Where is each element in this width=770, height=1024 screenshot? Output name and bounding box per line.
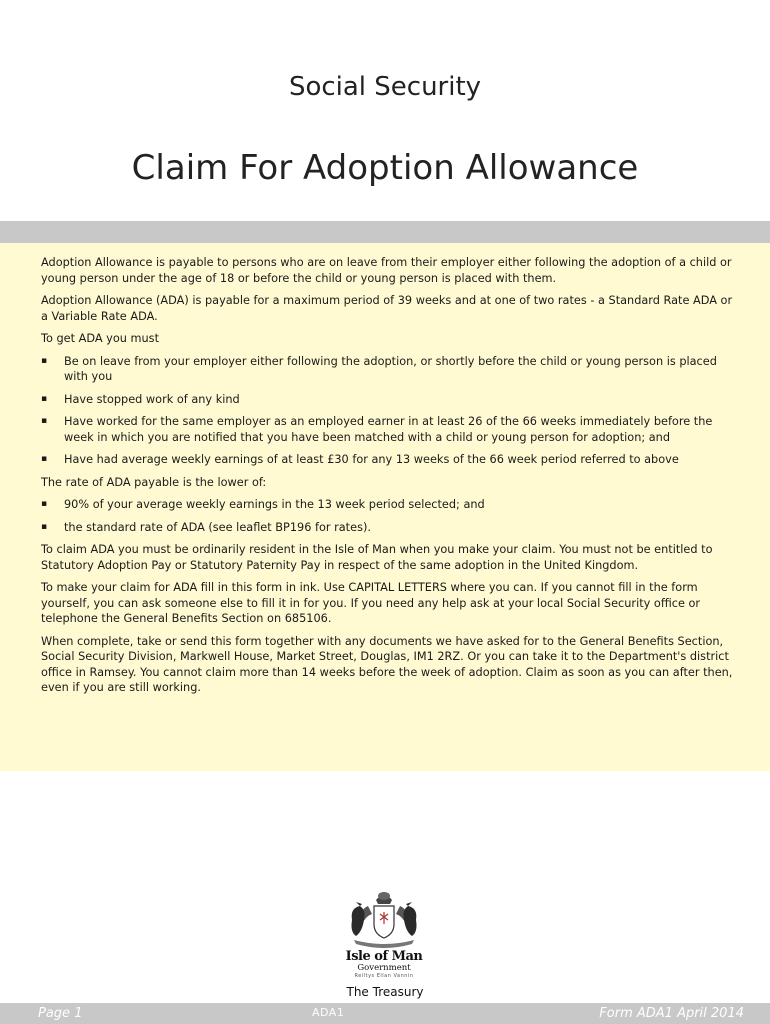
intro-paragraph-2: Adoption Allowance (ADA) is payable for a maximum period of 39 weeks and at one of two rates - a Standard Rate ADA or a Variable Rate ADA. (41, 294, 733, 323)
list-item: ▪ Have stopped work of any kind (41, 392, 240, 406)
footer-bar (0, 1003, 770, 1024)
bullet-icon: ▪ (41, 416, 48, 426)
page-title: Claim For Adoption Allowance (131, 148, 639, 188)
list-item: ▪ 90% of your average weekly earnings in the 13 week period selected; and (41, 498, 485, 511)
bullet-icon: ▪ (41, 499, 48, 509)
header-divider-band (0, 221, 770, 243)
page-subtitle: Social Security (288, 72, 482, 102)
closing-paragraph-3: When complete, take or send this form together with any documents we have asked for to the General Benefits Section, Social Security Division, Markwell House, Market Street, Douglas, IM1 2RZ. Or you can take it to the Department's district office in Ramsey. You cannot claim more than 14 weeks before the week of adoption. Claim as soon as you can after then, even if you are still working. (41, 634, 733, 694)
logo-subtitle: Reiltys Ellan Vannin (354, 973, 414, 979)
isle-of-man-logo (336, 950, 432, 980)
logo-name: Isle of Man (345, 949, 423, 964)
requirements-list (41, 354, 741, 468)
form-reference: Form ADA1 April 2014 (599, 1006, 744, 1021)
bullet-icon: ▪ (41, 355, 48, 366)
closing-paragraph-1: To claim ADA you must be ordinarily resident in the Isle of Man when you make your claim. You must not be entitled to Statutory Adoption Pay or Statutory Paternity Pay in respect of the same adoption in the United Kingdom. (41, 543, 713, 572)
form-barcode: ADA1 (312, 1006, 345, 1019)
coat-of-arms-icon (340, 890, 428, 950)
rate-intro: The rate of ADA payable is the lower of: (41, 475, 267, 489)
rate-list (41, 497, 741, 535)
logo-government: Government (357, 963, 411, 973)
department-name: The Treasury (346, 985, 424, 999)
closing-paragraph-2: To make your claim for ADA fill in this form in ink. Use CAPITAL LETTERS where you can. If you cannot fill in the form yourself, you can ask someone else to fill it in for you. If you need any help ask at your local Social Security office or telephone the General Benefits Section on 685106. (41, 581, 701, 625)
information-text (41, 255, 741, 703)
page-number: Page 1 (38, 1006, 83, 1021)
bullet-icon: ▪ (41, 454, 48, 464)
list-item: ▪ the standard rate of ADA (see leaflet BP196 for rates). (41, 520, 371, 534)
list-item: ▪ Have worked for the same employer as an employed earner in at least 26 of the 66 weeks immediately before the week in which you are notified that you have been matched with a child or young person for adoption; and (41, 415, 713, 444)
intro-paragraph-1: Adoption Allowance is payable to persons who are on leave from their employer either following the adoption of a child or young person under the age of 18 or before the child or young person is placed with them. (41, 256, 732, 285)
bullet-icon: ▪ (41, 521, 48, 532)
bullet-icon: ▪ (41, 393, 48, 404)
list-item: ▪ Have had average weekly earnings of at least £30 for any 13 weeks of the 66 week period referred to above (41, 453, 679, 466)
intro-paragraph-3: To get ADA you must (41, 332, 159, 345)
list-item: ▪ Be on leave from your employer either following the adoption, or shortly before the child or young person is placed with you (41, 354, 717, 383)
